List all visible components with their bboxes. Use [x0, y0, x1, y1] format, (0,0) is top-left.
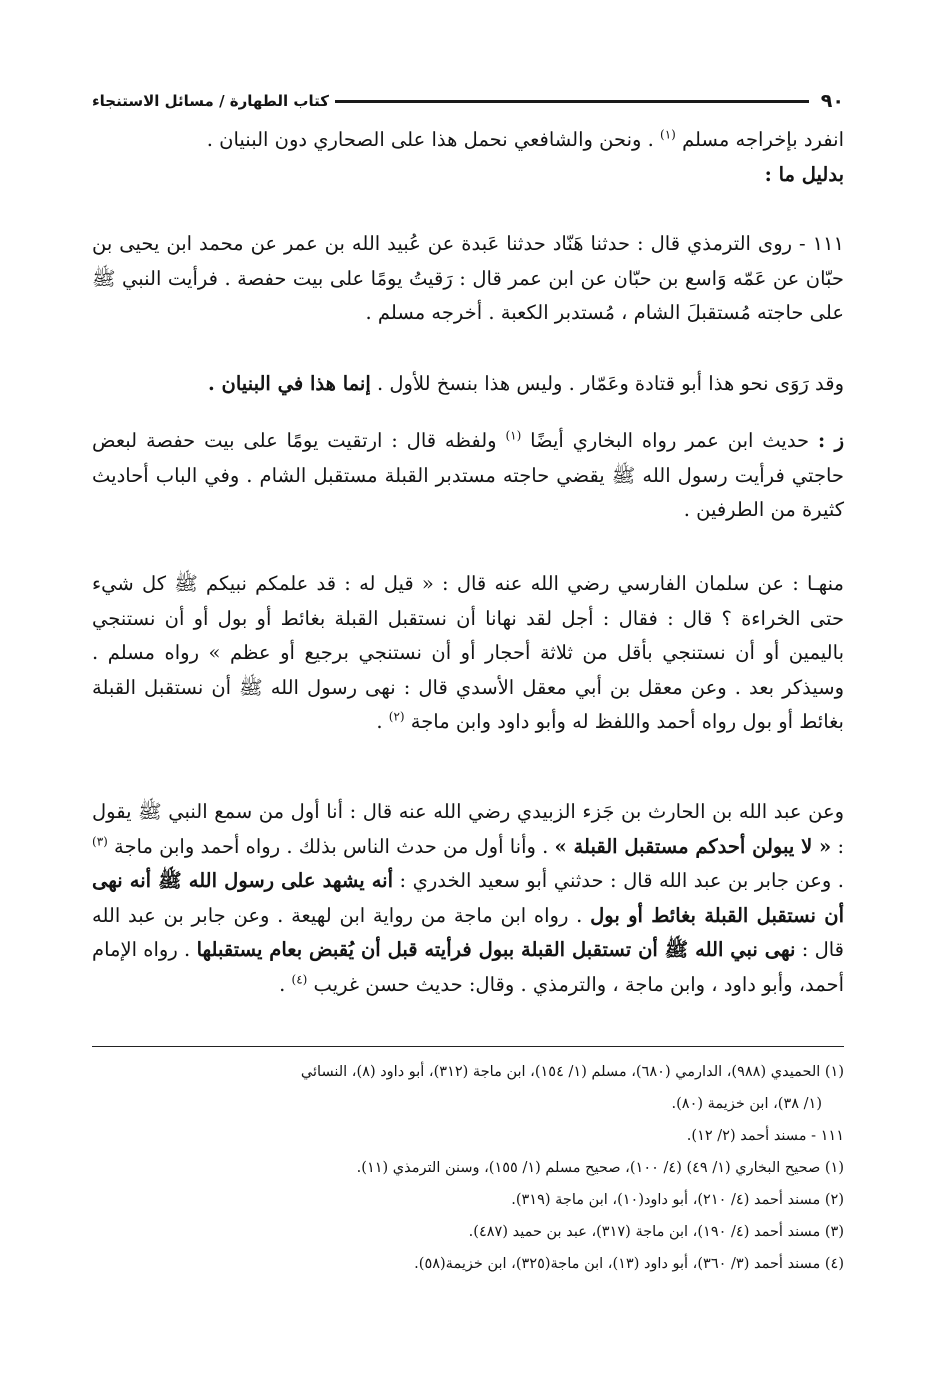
header-rule [335, 100, 809, 103]
running-title: كتاب الطهارة / مسائل الاستنجاء [92, 92, 329, 110]
abdullah-text-4: . رواه ابن ماجة من رواية ابن لهيعة . وعن جابر بن عبد الله قال : [92, 903, 844, 961]
footnote-z2: (٢) مسند أحمد (٤/ ٢١٠)، أبو داود(١٠)، ابن ماجة (٣١٩). [511, 1192, 844, 1208]
footnote-ref: (١) [505, 428, 522, 443]
abdullah-text-3: . وعن جابر بن عبد الله قال : حدثني أبو سعيد الخدري : [399, 869, 845, 892]
zayn-text-cont: ولفظه قال : ارتقيت يومًا على بيت حفصة لبعض حاجتي فرأيت رسول الله ﷺ يقضي حاجته مستدبر القبلة مستقبل الشام . وفي الباب أحاديث كثيرة من الطرفين . [92, 429, 844, 521]
footnote-1-cont: (١/ ٣٨)، ابن خزيمة (٨٠). [671, 1096, 822, 1112]
footnote-ref: (٤) [291, 972, 308, 986]
page-header [92, 86, 844, 116]
abdullah-paragraph [92, 795, 844, 1002]
hadith-111-text: ١١١ - روى الترمذي قال : حدثنا هَنّاد حدثنا عَبدة عن عُبيد الله بن عمر عن محمد ابن يحيى بن حبّان عن عَمّه وَاسع بن حبّان عن ابن عمر قال : رَقيتُ يومًا على بيت حفصة . فرأيت النبي ﷺ على حاجته مُستقبلَ الشام ، مُستدبر الكعبة . أخرجه مسلم . [92, 232, 844, 324]
intro-text: انفرد بإخراجه مسلم [682, 128, 844, 151]
zayn-mark: ز : [817, 429, 845, 452]
footnotes [92, 1056, 844, 1280]
footnote-ref: (٣) [92, 834, 108, 848]
intro-lead: بدليل ما : [764, 162, 844, 186]
footnote-z1: (١) صحيح البخاري (١/ ٤٩) (٤/ ١٠٠)، صحيح مسلم (١/ ١٥٥)، وسنن الترمذي (١١). [356, 1160, 844, 1176]
minha-end: . [376, 710, 383, 733]
footnote-111: ١١١ - مسند أحمد (٢/ ١٢). [686, 1128, 844, 1144]
abdullah-bold-2: نهى نبي الله ﷺ أن تستقبل القبلة ببول فرأيته قبل أن يُقبض بعام يستقبلها [196, 938, 796, 961]
footnote-ref: (١) [660, 127, 676, 142]
intro-paragraph [92, 123, 844, 192]
footnote-1: (١) الحميدي (٩٨٨)، الدارمي (٦٨٠)، مسلم (١/ ١٥٤)، ابن ماجة (٣١٢)، أبو داود (٨)، النسائي [300, 1064, 844, 1080]
hadith-111 [92, 227, 844, 331]
abdullah-bold-1: أنه يشهد على رسول الله ﷺ أنه نهى أن نستقبل القبلة بغائط أو بول [92, 869, 844, 927]
footnote-z4: (٤) مسند أحمد (٣/ ٣٦٠)، أبو داود (١٣)، ابن ماجة(٣٢٥)، ابن خزيمة(٥٨). [414, 1256, 844, 1272]
intro-text-cont: . ونحن والشافعي نحمل هذا على الصحاري دون البنيان . [206, 128, 654, 151]
minha-paragraph [92, 567, 844, 740]
zayn-text: حديث ابن عمر رواه البخاري أيضًا [530, 429, 810, 452]
footnote-z3: (٣) مسند أحمد (٤/ ١٩٠)، ابن ماجة (٣١٧)، عبد بن حميد (٤٨٧). [468, 1224, 844, 1240]
qad-rawa-text: وقد رَوَى نحو هذا أبو قتادة وعَمّار . وليس هذا بنسخ للأول . [376, 372, 844, 395]
qad-rawa-paragraph [92, 367, 844, 402]
abdullah-text-1: وعن عبد الله بن الحارث بن جَزء الزبيدي رضي الله عنه قال : أنا أول من سمع النبي ﷺ يقول : [92, 800, 845, 858]
minha-text: منهـا : عن سلمان الفارسي رضي الله عنه قال : « قيل له : قد علمكم نبيكم ﷺ كل شيء حتى الخراءة ؟ قال : فقال : أجل لقد نهانا أن نستقبل القبلة بغائط أو بول أو أن نستنجي باليمين أو أن نستنجي بأقل من ثلاثة أحجار أو أن نستنجي برجيع أو عظم » رواه مسلم . وسيذكر بعد . وعن معقل بن أبي معقل الأسدي قال : نهى رسول الله ﷺ أن نستقبل القبلة بغائط أو بول رواه أحمد واللفظ له وأبو داود وابن ماجة [92, 572, 844, 733]
footnote-ref: (٢) [388, 709, 405, 724]
abdullah-quote: « لا يبولن أحدكم مستقبل القبلة » [554, 834, 832, 858]
footnote-divider [92, 1046, 844, 1047]
qad-rawa-bold: إنما هذا في البنيان . [207, 372, 371, 395]
abdullah-text-5: . رواه الإمام أحمد، وأبو داود ، وابن ماجة ، والترمذي . وقال: حديث حسن غريب [92, 938, 844, 996]
abdullah-end: . [279, 972, 286, 996]
page-number: ٩٠ [820, 90, 844, 112]
zayn-paragraph [92, 424, 844, 528]
abdullah-text-2: . وأنا أول من حدث الناس بذلك . رواه أحمد وابن ماجة [114, 834, 549, 858]
